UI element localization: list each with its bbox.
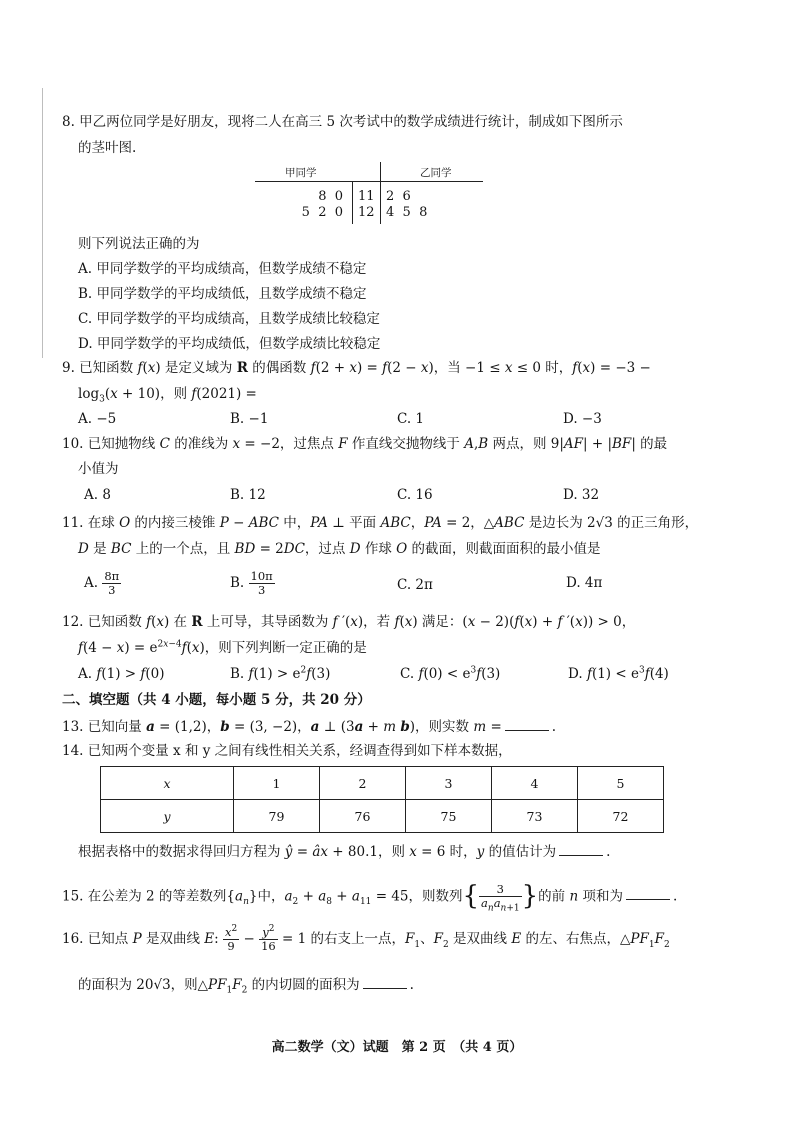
- stem-leaf-plot: [255, 162, 485, 224]
- q11-option-a: A. $\frac{8\pi}{3}$: [84, 569, 120, 598]
- answer-blank[interactable]: [626, 887, 670, 900]
- stemleaf-stem: 11: [358, 189, 375, 204]
- q8-prompt: 则下列说法正确的为: [78, 236, 200, 252]
- q16-stem-line1: 16. 已知点 P 是双曲线 E: $\frac{x^2}{9}$ − $\frac{y^2}{16}$ = 1 的右支上一点，$F_1$、$F_2$ 是双曲线 E 的左、右焦点，$\triangle PF_1F_2$: [62, 924, 670, 954]
- q10-option-c: C. 16: [397, 487, 433, 503]
- stemleaf-left-divider: [352, 181, 353, 224]
- q9-option-c: C. 1: [397, 411, 425, 427]
- q10-option-a: A. 8: [84, 487, 111, 503]
- q8-option-d: D. 甲同学数学的平均成绩低，但数学成绩比较稳定: [78, 336, 381, 352]
- table-cell: 5: [578, 767, 664, 800]
- table-row: [101, 800, 664, 833]
- answer-blank[interactable]: [559, 843, 603, 856]
- q11-option-d: D. 4π: [566, 575, 603, 591]
- fraction: $\frac{8\pi}{3}$: [104, 569, 120, 598]
- q9-stem-line1: 9. 已知函数 f(x) 是定义域为 R 的偶函数 f(2 + x) = f(2 − x)，当 −1 ≤ x ≤ 0 时，f(x) = −3 −: [62, 360, 651, 376]
- stemleaf-left-leaves: 5 2 0: [301, 205, 343, 220]
- stemleaf-right-leaves: 4 5 8: [386, 205, 428, 220]
- fraction: $\frac{x^2}{9}$: [224, 924, 238, 954]
- stemleaf-right-header: 乙同学: [420, 167, 452, 179]
- scan-edge-line: [42, 88, 43, 358]
- q8-option-b: B. 甲同学数学的平均成绩低，且数学成绩不稳定: [78, 286, 367, 302]
- sample-data-table: [100, 766, 664, 833]
- q12-option-a: A. f(1) > f(0): [78, 666, 165, 682]
- q9-stem-line2: $\log_3(x + 10)$，则 f(2021) =: [78, 386, 257, 405]
- q11-stem-line2: D 是 BC 上的一个点，且 BD = 2DC，过点 D 作球 O 的截面，则截面面积的最小值是: [78, 541, 601, 557]
- stemleaf-right-leaves: 2 6: [386, 189, 411, 204]
- q16-stem-line2: 的面积为 20√3，则$\triangle PF_1F_2$ 的内切圆的面积为 .: [78, 977, 414, 996]
- table-cell: 2: [320, 767, 406, 800]
- q12-stem-line2: $f(4 - x) = e^{2x-4}f(x)$，则下列判断一定正确的是: [78, 639, 367, 656]
- q11-option-c: C. 2π: [397, 577, 433, 593]
- answer-blank[interactable]: [505, 718, 549, 731]
- q8-option-c: C. 甲同学数学的平均成绩高，且数学成绩比较稳定: [78, 311, 380, 327]
- q11-option-b: B. $\frac{10\pi}{3}$: [230, 569, 273, 598]
- q9-option-d: D. −3: [563, 411, 602, 427]
- table-cell: x: [101, 767, 234, 800]
- q9-option-b: B. −1: [230, 411, 269, 427]
- table-cell: 72: [578, 800, 664, 833]
- stemleaf-stem: 12: [358, 205, 375, 220]
- table-cell: 73: [492, 800, 578, 833]
- table-cell: 1: [234, 767, 320, 800]
- q12-stem-line1: 12. 已知函数 f(x) 在 R 上可导，其导函数为 f ′(x)，若 f(x) 满足：(x − 2)(f(x) + f ′(x)) > 0，: [62, 614, 636, 630]
- table-row: [101, 767, 664, 800]
- page-footer: 高二数学（文）试题 第 2 页 （共 4 页）: [271, 1040, 523, 1055]
- table-cell: 76: [320, 800, 406, 833]
- q9-option-a: A. −5: [78, 411, 117, 427]
- section-heading: 二、填空题（共 4 小题，每小题 5 分，共 20 分）: [62, 692, 371, 708]
- q12-option-d: D. $f(1) < e^3f(4)$: [568, 665, 669, 682]
- q13-stem: 13. 已知向量 a = (1,2)，b = (3, −2)，a ⊥ (3a + m b)，则实数 m = .: [62, 719, 557, 735]
- q10-option-b: B. 12: [230, 487, 266, 503]
- table-cell: 75: [406, 800, 492, 833]
- stemleaf-top-rule: [255, 181, 483, 182]
- q11-stem-line1: 11. 在球 O 的内接三棱锥 P − ABC 中，PA ⊥ 平面 ABC，PA = 2，△ABC 是边长为 2√3 的正三角形，: [62, 515, 699, 531]
- q10-option-d: D. 32: [563, 487, 600, 503]
- stemleaf-left-header: 甲同学: [285, 167, 317, 179]
- fraction: $\frac{y^2}{16}$: [261, 924, 276, 954]
- q10-stem-line2: 小值为: [78, 461, 119, 477]
- table-cell: 3: [406, 767, 492, 800]
- q12-option-c: C. $f(0) < e^3f(3)$: [400, 665, 501, 682]
- answer-blank[interactable]: [363, 976, 407, 989]
- fraction: $\frac{3}{a_na_{n+1}}$: [481, 882, 520, 914]
- table-cell: y: [101, 800, 234, 833]
- q8-stem-line2: 的茎叶图.: [78, 140, 137, 156]
- q10-stem-line1: 10. 已知抛物线 C 的准线为 x = −2，过焦点 F 作直线交抛物线于 A,B 两点，则 9|AF| + |BF| 的最: [62, 436, 668, 452]
- stemleaf-right-divider: [380, 162, 381, 224]
- q14-stem-line2: 根据表格中的数据求得回归方程为 ŷ = âx + 80.1，则 x = 6 时，y 的值估计为 .: [78, 844, 611, 860]
- q14-stem-line1: 14. 已知两个变量 x 和 y 之间有线性相关关系，经调查得到如下样本数据，: [62, 743, 512, 759]
- table-cell: 4: [492, 767, 578, 800]
- q15-stem: 15. 在公差为 2 的等差数列$\{a_n\}$中，$a_2 + a_8 + a_{11} = 45$，则数列{ $\frac{3}{a_na_{n+1}}$ }的前 n 项和为 .: [62, 881, 678, 914]
- fraction: $\frac{10\pi}{3}$: [250, 569, 273, 598]
- q12-option-b: B. $f(1) > e^2f(3)$: [230, 665, 331, 682]
- table-cell: 79: [234, 800, 320, 833]
- q8-stem-line1: 8. 甲乙两位同学是好朋友，现将二人在高三 5 次考试中的数学成绩进行统计，制成如下图所示: [62, 114, 623, 130]
- stemleaf-left-leaves: 8 0: [318, 189, 343, 204]
- q8-option-a: A. 甲同学数学的平均成绩高，但数学成绩不稳定: [78, 261, 367, 277]
